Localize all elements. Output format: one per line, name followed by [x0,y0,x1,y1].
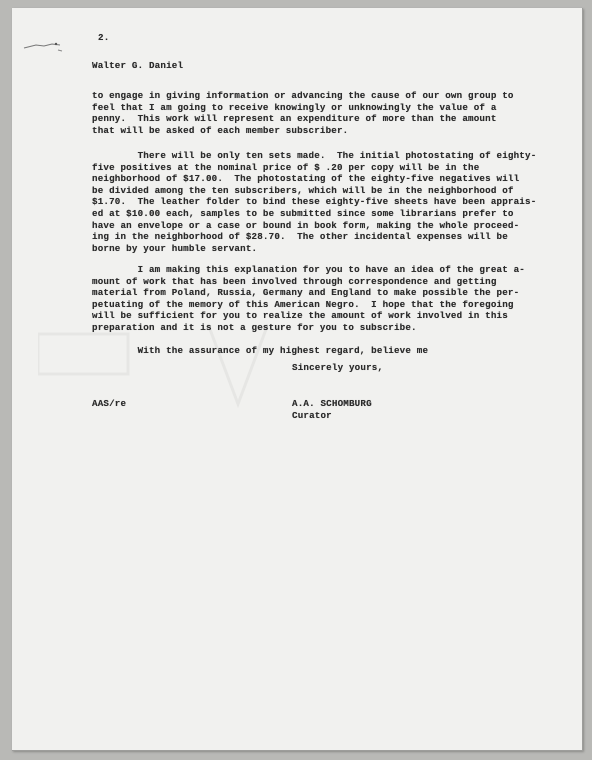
paragraph-3: I am making this explanation for you to have an idea of the great a- mount of work that has been involved through correspondence and getting material from Poland, Russia, Germany and England to make possible the per- petuating of the memory of this American Negro. I hope that the foregoing will be sufficient for you to realize the amount of work involved in this preparation and it is not a gesture for you to subscribe. [92,264,526,333]
addressee-line: Walter G. Daniel [92,60,184,71]
letter-page [12,8,583,751]
page-number: 2. [98,32,110,43]
signature-title: Curator [292,409,332,421]
pencil-mark-icon [22,36,72,58]
closing-line: Sincerely yours, [292,362,384,373]
signature-block [292,398,372,421]
signature-name: A.A. SCHOMBURG [292,398,372,409]
paragraph-1: to engage in giving information or advancing the cause of our own group to feel that I am going to receive knowingly or unknowingly the value of a penny. This work will represent an expenditure of more than the amount that will be asked of each member subscriber. [92,90,514,136]
paragraph-4: With the assurance of my highest regard, believe me [92,345,429,356]
paragraph-2: There will be only ten sets made. The initial photostating of eighty- five positives at the nominal price of $ .20 per copy will be in the neighborhood of $17.00. The photostating of the eighty-five negatives will be divided among the ten subscribers, which will be in the neighborhood of $1.70. The leather folder to bind these eighty-five sheets have been apprais- ed at $10.00 each, samples to be submitted since some librarians prefer to have an envelope or a case or bound in book form, making the whole proceed- ing in the neighborhood of $28.70. The other incidental expenses will be borne by your humble servant. [92,150,537,254]
typist-initials: AAS/re [92,398,127,409]
